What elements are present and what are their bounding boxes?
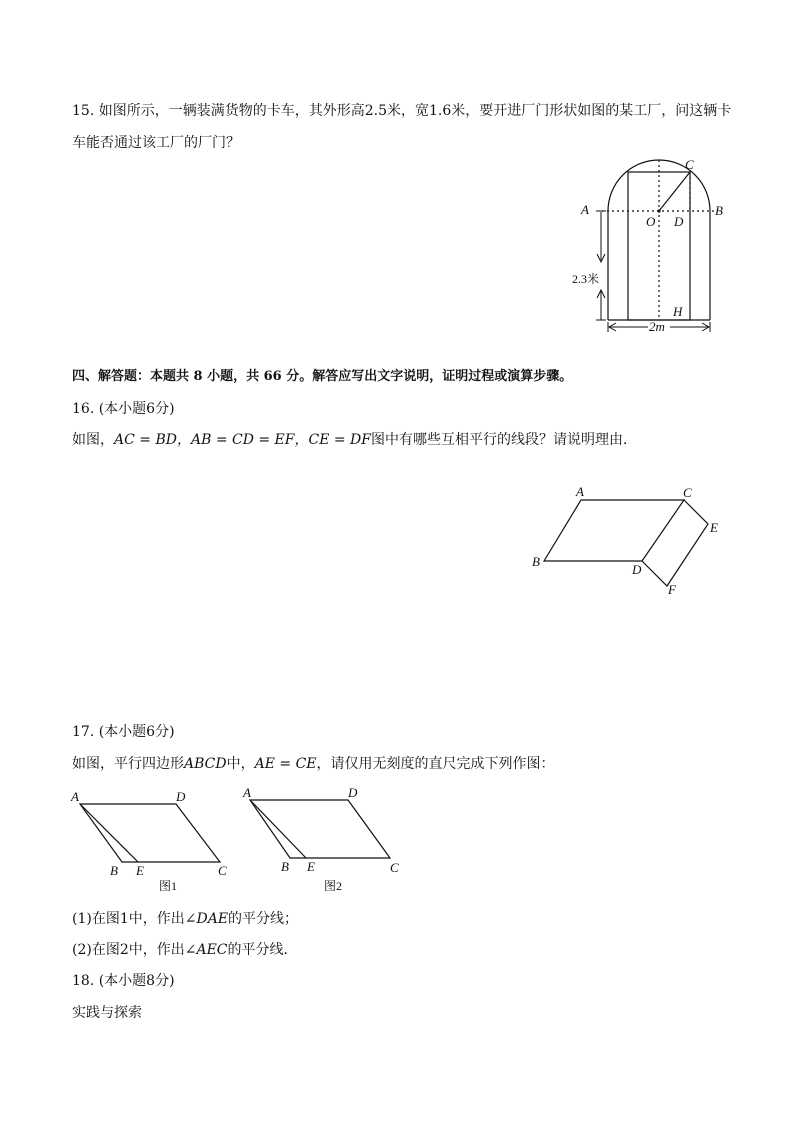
fig1-segment-AE	[80, 804, 138, 862]
q17-part2	[72, 940, 298, 960]
fig1-label-D: D	[176, 789, 186, 804]
q17-text-suffix: ，请仅用无刻度的直尺完成下列作图：	[316, 756, 555, 772]
q17-part2-prefix: (2)在图2中，作出	[72, 942, 185, 958]
q15-width-label: 2m	[649, 319, 665, 334]
q15-label-B: B	[715, 203, 723, 218]
q16-label-F: F	[668, 582, 676, 597]
fig2-label-A: A	[243, 785, 251, 800]
q17-part2-suffix: 的平分线．	[227, 942, 298, 958]
q17-part1	[72, 909, 298, 929]
q18-number: 18. (本小题8分)	[72, 973, 175, 989]
q15-text-line2: 车能否通过该工厂的厂门？	[72, 135, 240, 151]
q16-label-A: A	[576, 484, 584, 499]
fig2-label-D: D	[348, 785, 358, 800]
q17-part2-angle: ∠AEC	[184, 942, 228, 958]
fig1-label-C: C	[218, 863, 227, 878]
q16-figure	[528, 484, 728, 600]
q15-height-label: 2.3米	[572, 272, 600, 286]
q17-number: 17. (本小题6分)	[72, 724, 175, 740]
q16-text-prefix: 如图，	[72, 432, 114, 448]
q15-label-O: O	[646, 214, 656, 229]
q17-part1-angle: ∠DAE	[184, 911, 229, 927]
q17-part1-prefix: (1)在图1中，作出	[72, 911, 185, 927]
fig2-label-E: E	[307, 859, 315, 874]
fig2-caption: 图2	[324, 879, 343, 893]
fig2-label-C: C	[390, 860, 399, 875]
section-4-heading: 四、解答题：本题共 8 小题，共 66 分。解答应写出文字说明，证明过程或演算步骤。	[72, 369, 573, 384]
q16-label-E: E	[710, 520, 718, 535]
q15-label-C: C	[685, 157, 694, 172]
q17-figure-1	[66, 786, 236, 896]
fig1-caption: 图1	[159, 879, 178, 893]
parallelogram-ABDC	[544, 500, 684, 561]
q16-label-C: C	[683, 485, 692, 500]
q15-text-line1: 15. 如图所示，一辆装满货物的卡车，其外形高2.5米，宽1.6米，要开进厂门形状如图的某工厂，问这辆卡	[72, 103, 732, 119]
q16-text-suffix: 图中有哪些互相平行的线段？请说明理由．	[371, 432, 637, 448]
q17-figure-2	[236, 782, 416, 892]
fig2-parallelogram	[250, 800, 390, 858]
fig1-label-E: E	[136, 863, 144, 878]
q16-label-B: B	[532, 554, 540, 569]
q15-label-A: A	[581, 202, 589, 217]
q16-number: 16. (本小题6分)	[72, 401, 175, 417]
segment-OC	[659, 172, 690, 211]
q16-label-D: D	[632, 562, 642, 577]
q16-text	[72, 430, 637, 450]
fig2-label-B: B	[281, 859, 289, 874]
q15-label-D: D	[674, 214, 684, 229]
fig2-segment-AE	[250, 800, 306, 858]
fig1-parallelogram	[80, 804, 220, 862]
q17-condition: AE = CE	[254, 756, 317, 772]
q17-parallelogram-name: ABCD	[184, 756, 227, 772]
q17-text-mid: 中，	[226, 756, 255, 772]
q17-text-prefix: 如图，平行四边形	[72, 756, 184, 772]
q16-conditions: AC = BD，AB = CD = EF，CE = DF	[114, 432, 371, 448]
fig1-label-A: A	[71, 789, 79, 804]
q17-part1-suffix: 的平分线；	[228, 911, 299, 927]
q18-subtitle: 实践与探索	[72, 1005, 142, 1021]
q15-label-H: H	[673, 304, 683, 319]
fig1-label-B: B	[110, 863, 118, 878]
q17-text	[72, 754, 555, 774]
q15-gate-figure	[560, 150, 740, 340]
